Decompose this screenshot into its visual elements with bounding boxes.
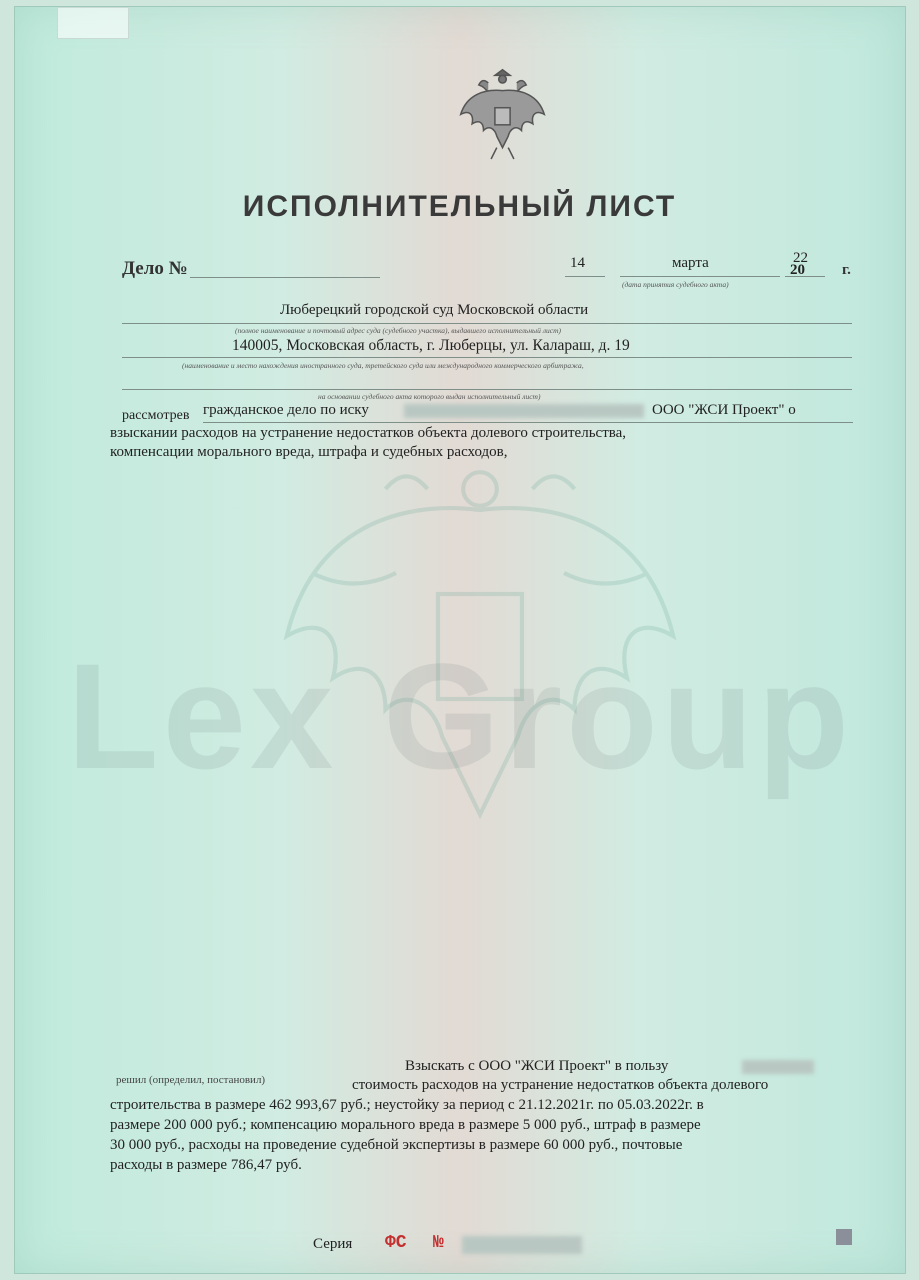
- year-line: [785, 276, 825, 277]
- resolution-label: решил (определил, постановил): [116, 1074, 266, 1086]
- series-code: ФС: [385, 1233, 407, 1253]
- day-line: [565, 276, 605, 277]
- considered-line-3: компенсации морального вреда, штрафа и судебных расходов,: [110, 444, 508, 460]
- corner-square: [836, 1229, 852, 1245]
- court-name: Люберецкий городской суд Московской области: [280, 302, 589, 318]
- court-name-line: [122, 323, 852, 324]
- coat-of-arms-emblem: [455, 62, 550, 162]
- document-title: ИСПОЛНИТЕЛЬНЫЙ ЛИСТ: [242, 190, 677, 223]
- court-address-caption: (наименование и место нахождения иностранного суда, третейского суда или международного коммерческого арбитража,: [182, 361, 584, 370]
- court-name-caption: (полное наименование и почтовый адрес суда (судебного участка), выдавшего исполнительный лист): [235, 326, 562, 335]
- considered-line-2: взыскании расходов на устранение недостатков объекта долевого строительства,: [110, 425, 627, 441]
- considered-text: гражданское дело по иску: [203, 402, 369, 418]
- resolution-line-3: размере 200 000 руб.; компенсацию морального вреда в размере 5 000 руб., штраф в размере: [110, 1117, 701, 1133]
- month-line: [620, 276, 780, 277]
- resolution-line-1: стоимость расходов на устранение недостатков объекта долевого: [352, 1077, 769, 1093]
- redacted-plaintiff: [404, 404, 644, 418]
- considered-line: [203, 422, 853, 423]
- series-number-sign: №: [433, 1233, 444, 1253]
- resolution-line-2: строительства в размере 462 993,67 руб.; неустойку за период с 21.12.2021г. по 05.03.2022г. в: [110, 1097, 704, 1113]
- resolution-line-4: 30 000 руб., расходы на проведение судебной экспертизы в размере 60 000 руб., почтовые: [110, 1137, 683, 1153]
- court-address-line: [122, 357, 852, 358]
- resolution-line-5: расходы в размере 786,47 руб.: [110, 1157, 302, 1173]
- case-year-unit: г.: [842, 262, 851, 278]
- resolution-lead: Взыскать с ООО "ЖСИ Проект" в пользу: [405, 1058, 669, 1074]
- case-year-suffix: 22: [793, 250, 808, 266]
- case-day: 14: [570, 255, 585, 271]
- case-number-line: [190, 277, 380, 278]
- court-address: 140005, Московская область, г. Люберцы, ул. Калараш, д. 19: [232, 337, 630, 354]
- redacted-series-number: [462, 1236, 582, 1254]
- considered-defendant: ООО "ЖСИ Проект" о: [652, 402, 796, 418]
- basis-line: [122, 389, 852, 390]
- basis-caption: на основании судебного акта которого выдан исполнительный лист): [318, 392, 541, 401]
- series-label: Серия: [313, 1236, 353, 1252]
- case-label: Дело №: [122, 258, 188, 279]
- case-year-prefix: 20: [790, 262, 805, 278]
- redacted-recipient: [742, 1060, 814, 1074]
- date-caption: (дата принятия судебного акта): [622, 280, 729, 289]
- tape-scrap: [57, 7, 129, 39]
- considered-label: рассмотрев: [122, 408, 190, 423]
- case-month: марта: [672, 255, 709, 271]
- watermark-text: Lex Group: [66, 632, 854, 800]
